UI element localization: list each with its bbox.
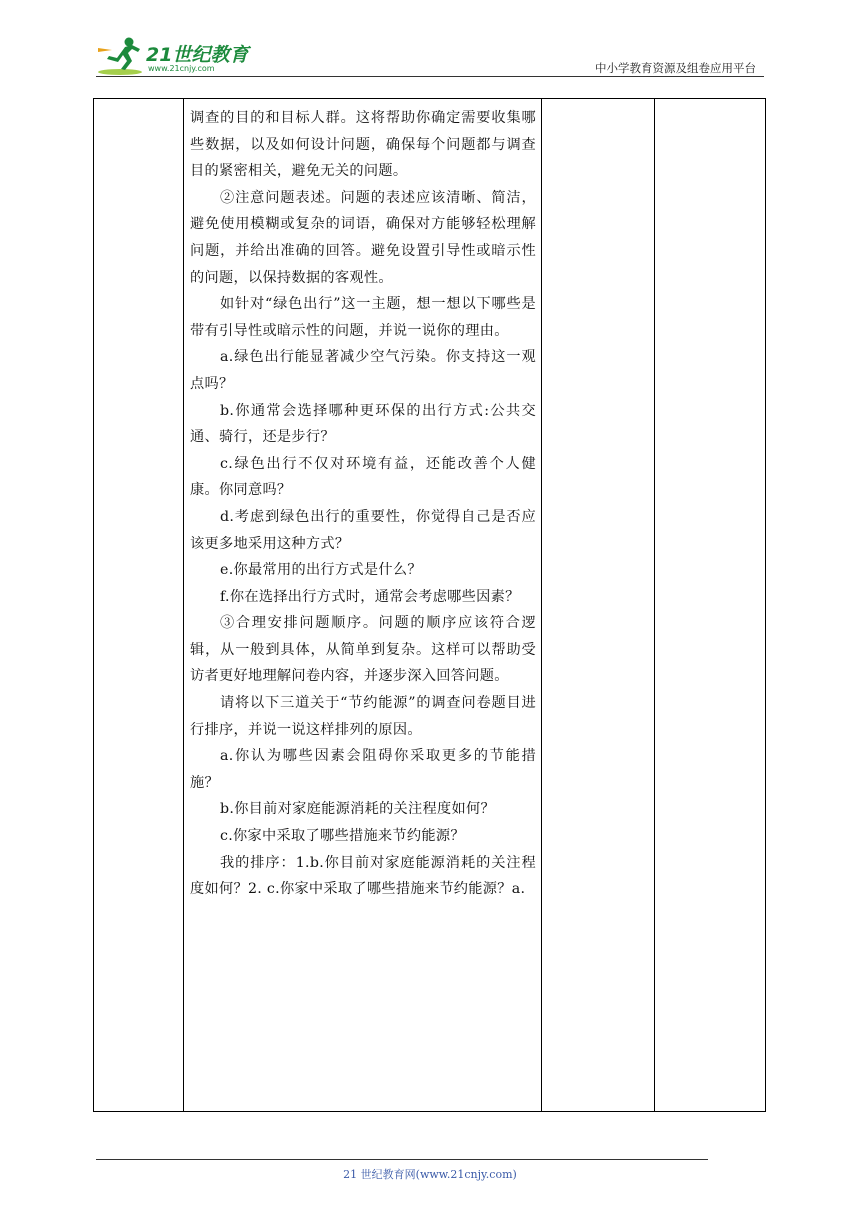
content-paragraph: 如针对“绿色出行”这一主题，想一想以下哪些是带有引导性或暗示性的问题，并说一说你的理由。 [190, 296, 536, 339]
footer-text[interactable]: 21 世纪教育网(www.21cnjy.com) [343, 1168, 517, 1181]
column-divider [541, 99, 542, 1111]
content-paragraph: c.你家中采取了哪些措施来节约能源？ [220, 828, 465, 845]
content-cell [184, 99, 541, 1111]
header-divider [96, 76, 764, 77]
content-paragraph: f.你在选择出行方式时，通常会考虑哪些因素？ [220, 588, 520, 605]
page-header [0, 0, 860, 80]
content-paragraph: c.绿色出行不仅对环境有益，还能改善个人健康。你同意吗？ [190, 455, 536, 499]
content-paragraph: 调查的目的和目标人群。这将帮助你确定需要收集哪些数据，以及如何设计问题，确保每个问题都与调查目的紧密相关，避免无关的问题。 [190, 110, 536, 180]
column-divider [654, 99, 655, 1111]
logo-title: 21世纪教育 [146, 44, 249, 66]
footer-divider [96, 1159, 708, 1160]
content-paragraph: a.你认为哪些因素会阻碍你采取更多的节能措施？ [190, 748, 536, 791]
content-paragraph: 我的排序：1.b.你目前对家庭能源消耗的关注程度如何？2. c.你家中采取了哪些措施来节约能源？a. [190, 854, 536, 898]
content-paragraph: ③合理安排问题顺序。问题的顺序应该符合逻辑，从一般到具体，从简单到复杂。这样可以帮助受访者更好地理解问卷内容，并逐步深入回答问题。 [190, 615, 536, 685]
site-logo[interactable] [96, 34, 266, 78]
logo-url: www.21cnjy.com [148, 64, 215, 73]
lesson-table [93, 98, 766, 1112]
content-paragraph: e.你最常用的出行方式是什么？ [220, 562, 422, 579]
platform-name: 中小学教育资源及组卷应用平台 [595, 61, 756, 75]
content-paragraph: ②注意问题表述。问题的表述应该清晰、简洁，避免使用模糊或复杂的词语，确保对方能够轻松理解问题，并给出准确的回答。避免设置引导性或暗示性的问题，以保持数据的客观性。 [190, 189, 536, 286]
content-paragraph: a.绿色出行能显著减少空气污染。你支持这一观点吗？ [190, 349, 536, 392]
content-paragraph: b.你通常会选择哪种更环保的出行方式:公共交通、骑行，还是步行？ [190, 402, 536, 446]
content-paragraph: d.考虑到绿色出行的重要性，你觉得自己是否应该更多地采用这种方式？ [190, 508, 536, 552]
runner-icon [96, 34, 148, 76]
content-paragraph: b.你目前对家庭能源消耗的关注程度如何？ [220, 801, 495, 818]
content-paragraph: 请将以下三道关于“节约能源”的调查问卷题目进行排序，并说一说这样排列的原因。 [190, 695, 536, 738]
